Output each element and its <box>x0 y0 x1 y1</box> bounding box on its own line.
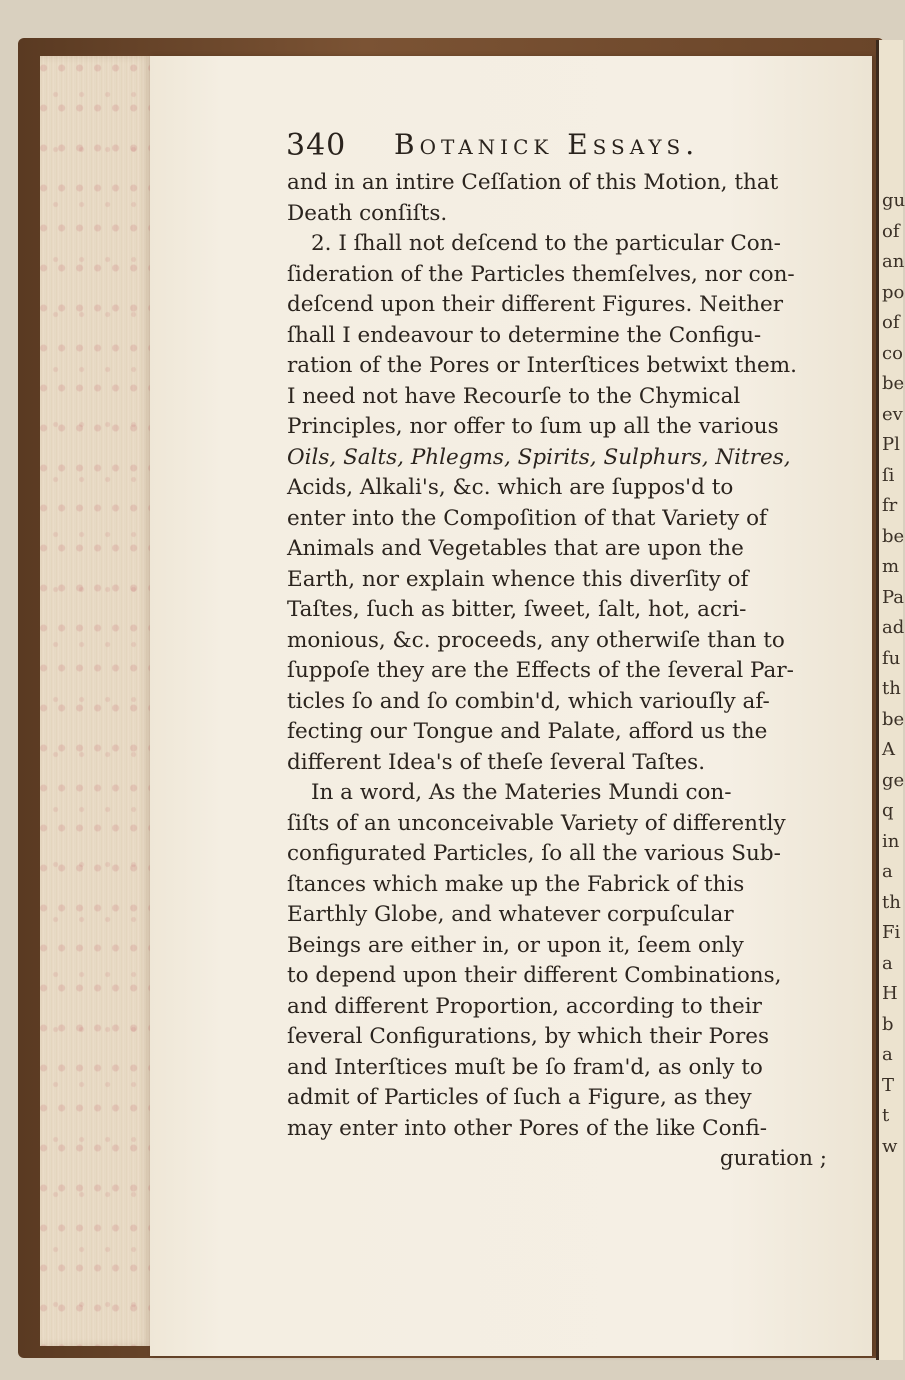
text-line: Animals and Vegetables that are upon the <box>287 536 744 561</box>
facing-page-fragment: a <box>882 952 893 974</box>
text-line: 2. I ſhall not deſcend to the particular Con- <box>311 231 781 256</box>
text-line: ſeveral Configurations, by which their Pores <box>287 1024 770 1049</box>
text-line: may enter into other Pores of the like Confi- <box>287 1115 768 1141</box>
text-line: Earth, nor explain whence this diverſity of <box>287 566 749 592</box>
facing-page-fragment: fr <box>882 495 898 516</box>
text-line: I need not have Recourſe to the Chymical <box>287 383 741 409</box>
facing-page-fragment: fu <box>882 647 901 669</box>
text-line: ſideration of the Particles themſelves, nor con- <box>287 261 795 287</box>
facing-page-fragment: po <box>882 281 905 303</box>
text-line: and different Proportion, according to their <box>287 993 762 1019</box>
facing-page-fragment: an <box>882 251 905 272</box>
text-line: ſuppoſe they are the Effects of the ſeveral Par- <box>287 658 794 683</box>
running-head <box>286 128 826 172</box>
facing-page-fragment: A <box>882 739 895 760</box>
facing-page-fragment: t <box>882 1105 890 1126</box>
text-line: different Idea's of theſe ſeveral Taſtes. <box>287 749 706 775</box>
catchword: guration ; <box>719 1146 827 1171</box>
facing-page-fragment: b <box>882 1013 894 1035</box>
text-line: Acids, Alkali's, &c. which are ſuppos'd to <box>287 475 734 500</box>
facing-page-fragment: ev <box>882 403 903 425</box>
facing-page-fragment: a <box>882 861 893 882</box>
text-line: Beings are either in, or upon it, ſeem only <box>287 932 744 958</box>
text-line: In a word, As the Materies Mundi con- <box>311 780 732 805</box>
text-line: ſtances which make up the Fabrick of this <box>287 871 745 897</box>
facing-page-fragment: of <box>882 220 900 242</box>
facing-page-fragment: in <box>882 830 900 852</box>
text-line: to depend upon their different Combinations, <box>287 963 782 988</box>
facing-page-fragment: be <box>882 373 905 394</box>
facing-page-edge <box>876 40 903 1360</box>
facing-page-fragment: q <box>882 800 894 821</box>
text-line: Oils, Salts, Phlegms, Spirits, Sulphurs, Nitres, <box>287 444 791 470</box>
text-line: ſiſts of an unconceivable Variety of differently <box>287 810 786 836</box>
page-block-edge <box>40 56 152 1346</box>
text-line: ticles ſo and ſo combin'd, which variouſly af- <box>287 688 770 714</box>
text-line: monious, &c. proceeds, any otherwiſe than to <box>287 627 785 653</box>
text-line: enter into the Compoſition of that Variety of <box>287 505 767 531</box>
text-line: and Interſtices muſt be ſo fram'd, as only to <box>287 1054 763 1080</box>
facing-page-fragment: H <box>882 983 898 1004</box>
text-line: Death conſiſts. <box>287 200 448 226</box>
text-line: fecting our Tongue and Palate, afford us the <box>287 719 768 744</box>
text-line: ration of the Pores or Interſtices betwixt them. <box>287 353 798 378</box>
text-line: and in an intire Ceſſation of this Motion, that <box>287 170 779 195</box>
facing-page-fragment: ad <box>882 617 905 638</box>
facing-page-fragment: Pa <box>882 586 905 608</box>
facing-page-fragment: of <box>882 312 900 333</box>
page-number: 340 <box>286 128 347 163</box>
facing-page-fragment: Pl <box>882 434 900 455</box>
text-line: Taſtes, ſuch as bitter, ſweet, ſalt, hot, acri- <box>287 597 747 622</box>
text-line: Principles, nor offer to ſum up all the various <box>287 414 779 439</box>
body-text <box>287 168 827 1175</box>
running-title: Botanick Essays. <box>394 128 700 161</box>
facing-page-fragment: gu <box>882 190 905 211</box>
text-line: configurated Particles, ſo all the various Sub- <box>287 841 781 866</box>
facing-page-fragment: T <box>882 1074 895 1096</box>
facing-page-fragment: be <box>882 525 905 547</box>
facing-page-fragment: th <box>882 891 901 913</box>
facing-page-fragment: ſi <box>882 464 895 486</box>
facing-page-fragment: Fi <box>882 922 901 943</box>
facing-page-fragment: w <box>882 1135 898 1157</box>
facing-page-fragment: th <box>882 678 901 699</box>
text-line: deſcend upon their different Figures. Neither <box>287 292 784 317</box>
facing-page-fragment: ge <box>882 769 905 791</box>
text-line: ſhall I endeavour to determine the Configu- <box>287 322 762 348</box>
facing-page-fragment: be <box>882 708 905 730</box>
facing-page-fragment: co <box>882 342 903 364</box>
facing-page-fragment: a <box>882 1044 893 1065</box>
text-line: admit of Particles of ſuch a Figure, as they <box>287 1085 752 1110</box>
text-line: Earthly Globe, and whatever corpuſcular <box>287 902 734 927</box>
facing-page-fragment: m <box>882 556 900 577</box>
